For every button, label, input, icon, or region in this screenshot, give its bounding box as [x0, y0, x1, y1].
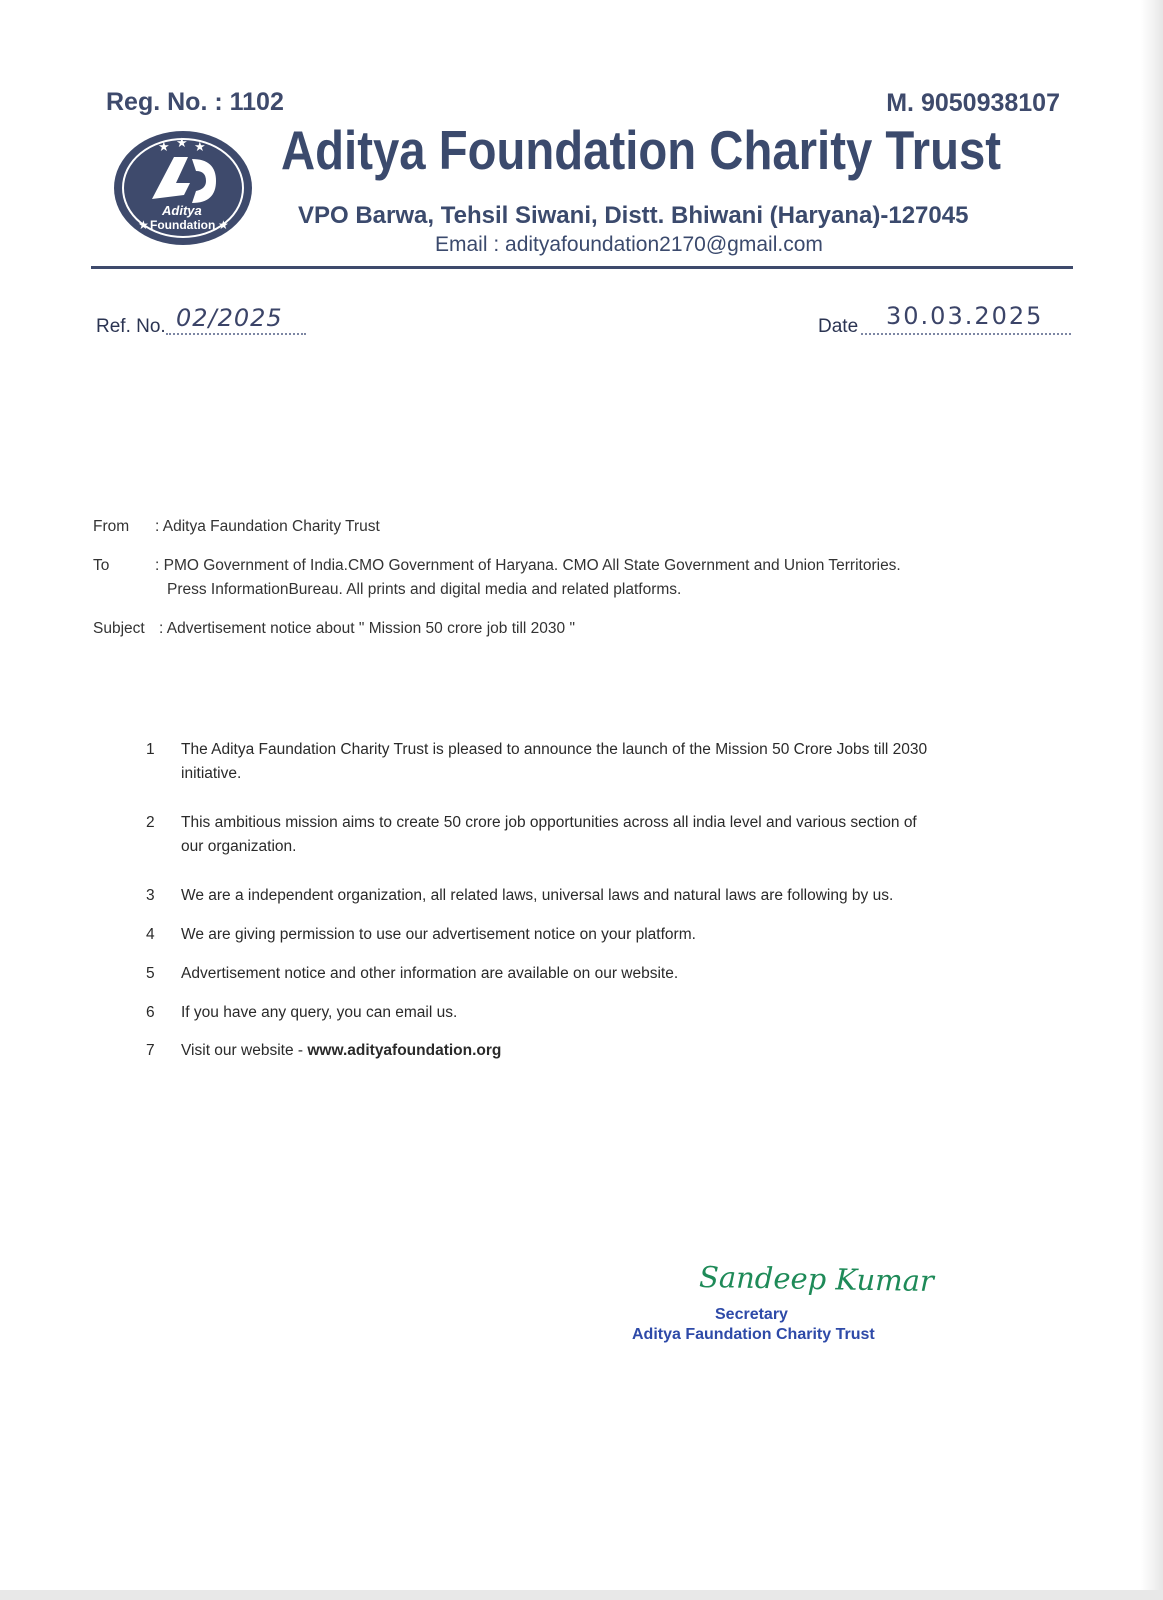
- from-value: : Aditya Faundation Charity Trust: [155, 518, 380, 535]
- list-item-text: [181, 811, 1011, 859]
- logo-text-line2: Foundation: [150, 218, 216, 232]
- organization-email: Email : adityafoundation2170@gmail.com: [435, 233, 823, 256]
- list-item-text: Advertisement notice and other information are available on our website.: [181, 965, 679, 982]
- list-item-text: [181, 1039, 1011, 1063]
- svg-text:★: ★: [176, 136, 188, 151]
- website-link[interactable]: www.adityafoundation.org: [307, 1042, 502, 1059]
- date-value: 30.03.2025: [886, 302, 1044, 330]
- mobile-number: M. 9050938107: [886, 89, 1060, 117]
- list-item-line: initiative.: [181, 765, 242, 782]
- scan-edge-right: [1141, 0, 1163, 1600]
- subject-value: : Advertisement notice about " Mission 50 crore job till 2030 ": [159, 620, 575, 637]
- signatory-title: Secretary: [715, 1306, 788, 1323]
- signatory-organization: Aditya Faundation Charity Trust: [632, 1326, 875, 1343]
- list-item-text: If you have any query, you can email us.: [181, 1004, 458, 1021]
- registration-number: Reg. No. : 1102: [106, 88, 284, 116]
- scan-edge-bottom: [0, 1590, 1163, 1600]
- organization-name: Aditya Foundation Charity Trust: [281, 119, 1002, 181]
- list-item-line: This ambitious mission aims to create 50 crore job opportunities across all india level and various section of: [181, 814, 917, 831]
- list-item-number: 1: [146, 741, 155, 758]
- list-item-number: 2: [146, 814, 155, 831]
- svg-text:★: ★: [138, 218, 149, 232]
- subject-label: Subject: [93, 620, 145, 637]
- list-item-text: We are a independent organization, all related laws, universal laws and natural laws are following by us.: [181, 887, 894, 904]
- to-value-line2: Press InformationBureau. All prints and digital media and related platforms.: [167, 581, 682, 598]
- list-item-number: 7: [146, 1042, 155, 1059]
- list-item-line: Visit our website -: [181, 1042, 308, 1059]
- organization-address: VPO Barwa, Tehsil Siwani, Distt. Bhiwani (Haryana)-127045: [298, 202, 969, 229]
- list-item-number: 6: [146, 1004, 155, 1021]
- svg-text:★: ★: [194, 140, 206, 155]
- date-label: Date: [818, 316, 859, 337]
- list-item-text: [181, 738, 1011, 786]
- list-item-number: 5: [146, 965, 155, 982]
- list-item-number: 3: [146, 887, 155, 904]
- ref-value: 02/2025: [176, 304, 283, 332]
- svg-text:★: ★: [218, 218, 229, 232]
- handwritten-signature: Sandeep Kumar: [698, 1259, 935, 1299]
- list-item-number: 4: [146, 926, 155, 943]
- list-item-line: The Aditya Faundation Charity Trust is pleased to announce the launch of the Mission 50 Crore Jobs till 2030: [181, 741, 928, 758]
- aditya-foundation-logo-icon: [112, 129, 254, 247]
- from-label: From: [93, 518, 130, 535]
- svg-text:★: ★: [158, 140, 170, 155]
- ref-label: Ref. No.: [96, 316, 166, 337]
- logo-text-line1: Aditya: [162, 203, 202, 218]
- header-divider: [91, 266, 1073, 269]
- list-item-text: We are giving permission to use our advertisement notice on your platform.: [181, 926, 696, 943]
- to-label: To: [93, 557, 110, 574]
- to-value-line1: : PMO Government of India.CMO Government of Haryana. CMO All State Government and Union Territories.: [155, 557, 901, 574]
- list-item-line: our organization.: [181, 838, 297, 855]
